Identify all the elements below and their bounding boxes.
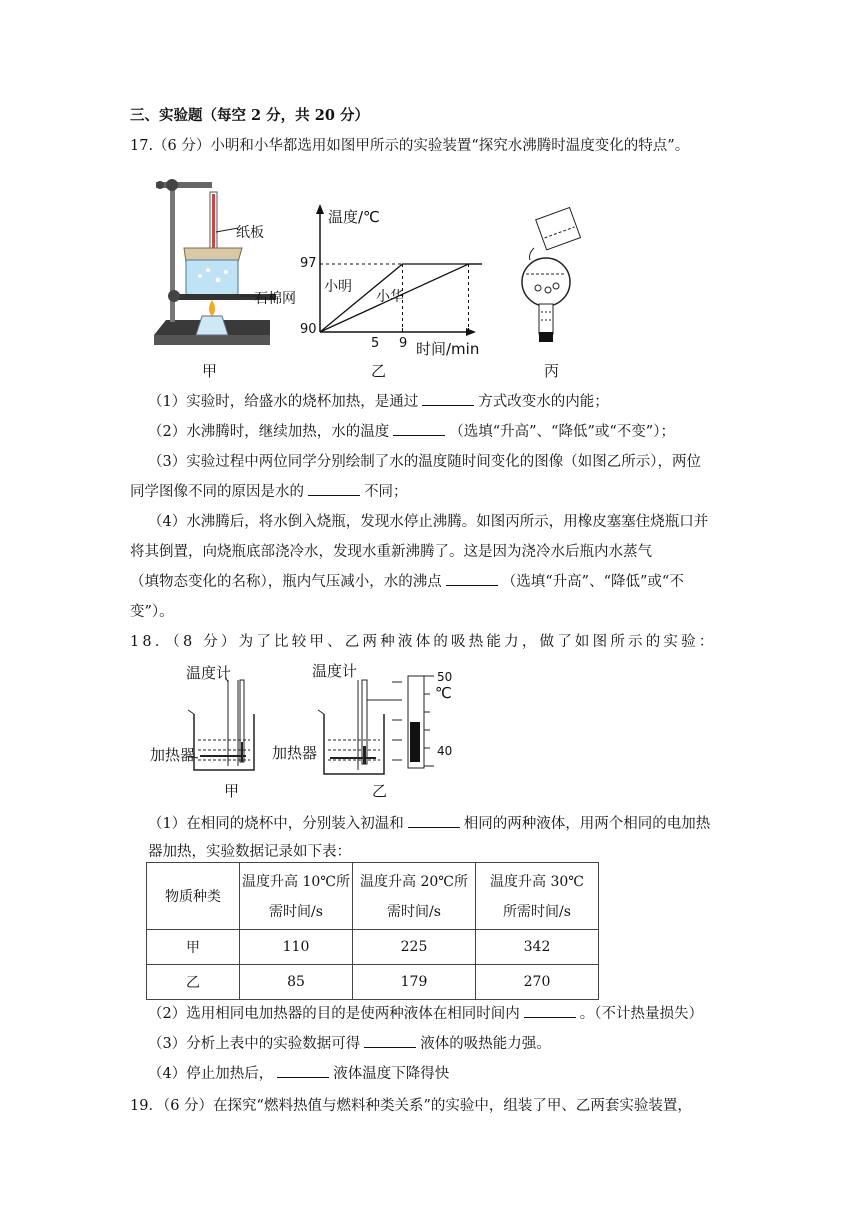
table-header-cell: 温度升高 20℃所 需时间/s (353, 863, 476, 930)
figure-q18-label-jia: 甲 (224, 782, 240, 800)
figure-jia-apparatus (146, 170, 286, 355)
data-table (146, 862, 599, 1000)
q17-part2: （2）水沸腾时，继续加热，水的温度 （选填“升高”、“降低”或“不变”）； (148, 424, 675, 440)
chart-y-tick-90: 90 (300, 322, 317, 337)
label-paper-board: 纸板 (236, 225, 264, 241)
question-19-stem: 19．（6 分）在探究“燃料热值与燃料种类关系”的实验中，组装了甲、乙两套实验装置， (130, 1098, 692, 1114)
answer-blank[interactable] (308, 483, 360, 496)
table-cell: 乙 (147, 965, 240, 1000)
figure-jia-label: 甲 (202, 362, 218, 380)
chart-x-tick-5: 5 (371, 336, 380, 351)
figure-yi-label: 乙 (371, 362, 387, 380)
table-cell: 225 (353, 930, 476, 965)
table-cell: 85 (240, 965, 353, 1000)
q17-part4-line2: 将其倒置，向烧瓶底部浇冷水，发现水重新沸腾了。这是因为浇冷水后瓶内水蒸气 (130, 544, 652, 560)
figure-bing-flask (512, 204, 592, 356)
chart-x-tick-9: 9 (399, 336, 408, 351)
chart-y-tick-97: 97 (300, 256, 317, 271)
scale-unit: ℃ (435, 684, 452, 702)
table-row (147, 930, 599, 965)
q18-part1-line1: （1）在相同的烧杯中，分别装入初温和 相同的两种液体，用两个相同的电加热 (148, 816, 711, 832)
label-asbestos-gauze: 石棉网 (254, 291, 296, 307)
q18-part2: （2）选用相同电加热器的目的是使两种液体在相同时间内 。（不计热量损失） (148, 1006, 703, 1022)
q18-part3: （3）分析上表中的实验数据可得 液体的吸热能力强。 (148, 1036, 551, 1052)
table-cell: 110 (240, 930, 353, 965)
table-header-cell: 物质种类 (147, 863, 240, 930)
scale-top-value: 50 (437, 670, 453, 684)
table-header-row (147, 863, 599, 930)
q17-part3-line1: （3）实验过程中两位同学分别绘制了水的温度随时间变化的图像（如图乙所示），两位 (148, 454, 701, 470)
table-header-cell: 温度升高 10℃所 需时间/s (240, 863, 353, 930)
answer-blank[interactable] (408, 815, 460, 828)
section-title: 三、实验题（每空 2 分，共 20 分） (130, 107, 369, 124)
table-cell: 270 (476, 965, 599, 1000)
q18-part4: （4）停止加热后， 液体温度下降得快 (148, 1066, 450, 1082)
answer-blank[interactable] (446, 573, 498, 586)
figure-q18-label-yi: 乙 (372, 782, 388, 800)
chart-x-label: 时间/min (416, 340, 480, 358)
scale-bottom-value: 40 (437, 744, 453, 758)
q17-part4-line1: （4）水沸腾后，将水倒入烧瓶，发现水停止沸腾。如图丙所示，用橡皮塞塞住烧瓶口并 (148, 514, 709, 530)
chart-y-label: 温度/℃ (328, 208, 380, 226)
q18-part1-line2: 器加热，实验数据记录如下表： (148, 844, 351, 860)
q17-part4-line4: 变”）。 (130, 604, 174, 620)
question-18-stem: 18．（8 分）为了比较甲、乙两种液体的吸热能力，做了如图所示的实验： (130, 634, 717, 650)
answer-blank[interactable] (364, 1035, 416, 1048)
answer-blank[interactable] (277, 1065, 329, 1078)
chart-series-label-ming: 小明 (324, 279, 352, 295)
label-thermometer-jia: 温度计 (186, 664, 232, 682)
x-axis-arrow (466, 328, 476, 336)
q17-part4-line3: （填物态变化的名称），瓶内气压减小，水的沸点 （选填“升高”、“降低”或“不 (130, 574, 684, 590)
table-cell: 甲 (147, 930, 240, 965)
chart-series-label-hua: 小华 (376, 289, 404, 305)
y-axis-arrow (316, 204, 324, 214)
answer-blank[interactable] (422, 393, 474, 406)
answer-blank[interactable] (393, 423, 445, 436)
question-17-stem: 17.（6 分）小明和小华都选用如图甲所示的实验装置“探究水沸腾时温度变化的特点”。 (130, 138, 690, 154)
table-cell: 179 (353, 965, 476, 1000)
q17-part3-line2: 同学图像不同的原因是水的 不同； (130, 484, 408, 500)
table-header-cell: 温度升高 30℃ 所需时间/s (476, 863, 599, 930)
table-cell: 342 (476, 930, 599, 965)
answer-blank[interactable] (524, 1005, 576, 1018)
figure-yi-chart (292, 200, 482, 360)
table-row (147, 965, 599, 1000)
figure-bing-label: 丙 (544, 362, 560, 380)
label-heater-jia: 加热器 (150, 746, 196, 764)
label-thermometer-yi: 温度计 (312, 662, 358, 680)
label-heater-yi: 加热器 (272, 744, 318, 762)
q17-part1: （1）实验时，给盛水的烧杯加热，是通过 方式改变水的内能； (148, 394, 609, 410)
